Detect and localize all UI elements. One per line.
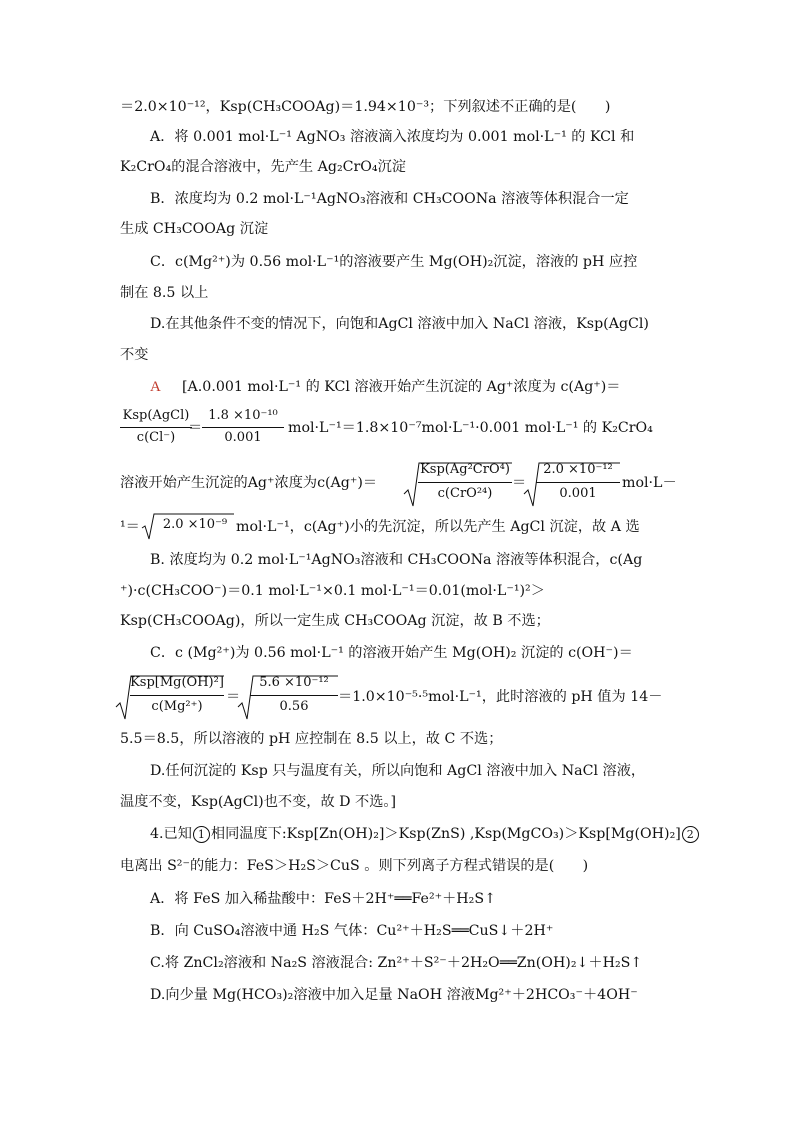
option-b-cont: 生成 CH₃COOAg 沉淀 [120,221,269,237]
option-a: A．将 0.001 mol·L⁻¹ AgNO₃ 溶液滴入浓度均为 0.001 mol·L⁻¹ 的 KCl 和 [150,129,635,145]
solution-line-12: 温度不变，Ksp(AgCl)也不变，故 D 不选。] [120,794,397,810]
solution-line-2: mol·L⁻¹＝1.8×10⁻⁷mol·L⁻¹·0.001 mol·L⁻¹ 的 K₂CrO₄ [288,420,653,436]
frac3-bar [418,482,512,483]
frac3-num: Ksp(Ag²CrO⁴) [420,462,510,477]
frac7-num: 5.6 ×10⁻¹² [259,675,329,690]
frac1-eq: ＝ [188,420,203,436]
q4-option-b: B．向 CuSO₄溶液中通 H₂S 气体：Cu²⁺＋H₂S══CuS↓＋2H⁺ [150,923,554,939]
solution-line-11: D.任何沉淀的 Ksp 只与温度有关，所以向饱和 AgCl 溶液中加入 NaCl 溶液， [150,763,646,779]
solution-line-8: C．c (Mg²⁺)为 0.56 mol·L⁻¹ 的溶液开始产生 Mg(OH)₂ 沉淀的 c(OH⁻)＝ [150,645,633,661]
solution-line-6: ⁺)·c(CH₃COO⁻)＝0.1 mol·L⁻¹×0.1 mol·L⁻¹＝0.01(mol·L⁻¹)²＞ [120,583,545,599]
q4-prefix: 4.已知 [150,826,192,842]
frac6-bar [130,695,224,696]
frac2-num: 1.8 ×10⁻¹⁰ [208,408,278,423]
option-c: C．c(Mg²⁺)为 0.56 mol·L⁻¹的溶液要产生 Mg(OH)₂沉淀，溶液的 pH 应控 [150,254,638,270]
solution-line-7: Ksp(CH₃COOAg)，所以一定生成 CH₃COOAg 沉淀，故 B 不选； [120,613,550,629]
frac6-den: c(Mg²⁺) [151,699,203,714]
frac4-bar [536,482,620,483]
solution-line-5: B. 浓度均为 0.2 mol·L⁻¹AgNO₃溶液和 CH₃COONa 溶液等体积混合，c(Ag [150,552,643,568]
frac7-bar [250,695,338,696]
frac1-num: Ksp(AgCl) [122,408,190,423]
frac2-bar [202,427,284,428]
frac7-den: 0.56 [279,699,309,714]
frac3-eq: ＝ [512,475,527,491]
frac1-bar [120,427,192,428]
frac4-den: 0.001 [559,486,597,501]
option-a-cont: K₂CrO₄的混合溶液中，先产生 Ag₂CrO₄沉淀 [120,159,406,175]
solution-line-1: [A.0.001 mol·L⁻¹ 的 KCl 溶液开始产生沉淀的 Ag⁺浓度为 c(Ag⁺)＝ [182,379,621,395]
solution-line-4: mol·L⁻¹，c(Ag⁺)小的先沉淀，所以先产生 AgCl 沉淀，故 A 选 [236,519,640,535]
circle-1-icon: 1 [193,826,210,843]
answer-label: A [150,379,161,395]
frac2-den: 0.001 [224,430,262,445]
q4-option-d: D.向少量 Mg(HCO₃)₂溶液中加入足量 NaOH 溶液Mg²⁺＋2HCO₃⁻＋4OH⁻ [150,987,638,1003]
q4-text: 相同温度下:Ksp[Zn(OH)₂]＞Ksp(ZnS) ,Ksp(MgCO₃)＞Ksp[Mg(OH)₂] [210,826,681,842]
question-4-line-2: 电离出 S²⁻的能力：FeS＞H₂S＞CuS 。则下列离子方程式错误的是( ) [120,858,589,874]
solution-line-3b: mol·L－ [622,475,677,491]
frac6-eq: ＝ [226,689,241,705]
line-1: ＝2.0×10⁻¹²，Ksp(CH₃COOAg)＝1.94×10⁻³；下列叙述不正确的是( ) [120,99,611,115]
option-d: D.在其他条件不变的情况下，向饱和AgCl 溶液中加入 NaCl 溶液，Ksp(AgCl) [150,316,649,332]
option-d-cont: 不变 [120,347,149,363]
q4-option-c: C.将 ZnCl₂溶液和 Na₂S 溶液混合: Zn²⁺＋S²⁻＋2H₂O══Zn(OH)₂↓＋H₂S↑ [150,955,643,971]
question-4-line-1 [150,825,700,843]
solution-line-9: ＝1.0×10⁻⁵·⁵mol·L⁻¹，此时溶液的 pH 值为 14－ [338,689,663,705]
frac3-den: c(CrO²⁴) [437,486,493,501]
circle-2-icon: 2 [682,826,699,843]
frac4-num: 2.0 ×10⁻¹² [543,462,613,477]
option-c-cont: 制在 8.5 以上 [120,285,209,301]
solution-line-4a: ¹＝ [120,519,140,535]
option-b: B．浓度均为 0.2 mol·L⁻¹AgNO₃溶液和 CH₃COONa 溶液等体积混合一定 [150,191,629,207]
solution-line-3: 溶液开始产生沉淀的Ag⁺浓度为c(Ag⁺)＝ [120,475,378,491]
frac1-den: c(Cl⁻) [136,430,176,445]
solution-line-10: 5.5＝8.5，所以溶液的 pH 应控制在 8.5 以上，故 C 不选； [120,731,503,747]
q4-option-a: A．将 FeS 加入稀盐酸中：FeS＋2H⁺══Fe²⁺＋H₂S↑ [150,891,496,907]
frac5: 2.0 ×10⁻⁹ [162,517,228,532]
frac6-num: Ksp[Mg(OH)²] [130,675,224,690]
